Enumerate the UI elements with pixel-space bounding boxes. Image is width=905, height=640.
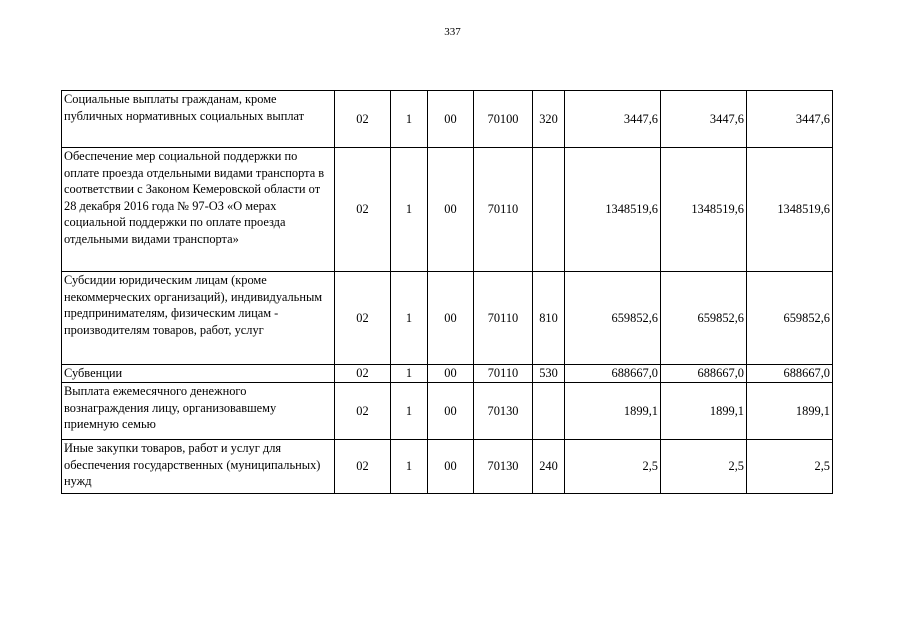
row-description: Субвенции — [62, 365, 335, 383]
subsection-code: 1 — [391, 440, 428, 494]
subsection-code: 1 — [391, 383, 428, 440]
target-code: 70110 — [474, 148, 533, 272]
table-row — [62, 148, 833, 272]
amount-3: 3447,6 — [747, 91, 833, 148]
amount-1: 659852,6 — [565, 272, 661, 365]
amount-2: 1348519,6 — [661, 148, 747, 272]
expense-type-code — [533, 383, 565, 440]
page-number: 337 — [444, 26, 461, 38]
amount-3: 1348519,6 — [747, 148, 833, 272]
table-row — [62, 365, 833, 383]
table-row — [62, 383, 833, 440]
amount-1: 3447,6 — [565, 91, 661, 148]
section-code: 02 — [335, 272, 391, 365]
amount-2: 688667,0 — [661, 365, 747, 383]
amount-2: 3447,6 — [661, 91, 747, 148]
expense-type-code: 320 — [533, 91, 565, 148]
amount-3: 1899,1 — [747, 383, 833, 440]
amount-3: 688667,0 — [747, 365, 833, 383]
section-code: 02 — [335, 91, 391, 148]
section-code: 02 — [335, 148, 391, 272]
subsection-code: 1 — [391, 91, 428, 148]
row-description: Обеспечение мер социальной поддержки по оплате проезда отдельными видами транспорта в соответствии с Законом Кемеровской области от 28 декабря 2016 года № 97-ОЗ «О мерах социальной поддержки по оплате проезда отдельными видами транспорта» — [62, 148, 335, 272]
expense-type-code: 810 — [533, 272, 565, 365]
group-code: 00 — [428, 272, 474, 365]
section-code: 02 — [335, 383, 391, 440]
row-description: Субсидии юридическим лицам (кроме некоммерческих организаций), индивидуальным предпринимателям, физическим лицам - производителям товаров, работ, услуг — [62, 272, 335, 365]
amount-2: 1899,1 — [661, 383, 747, 440]
subsection-code: 1 — [391, 365, 428, 383]
budget-table — [61, 90, 833, 494]
table-row — [62, 272, 833, 365]
target-code: 70130 — [474, 440, 533, 494]
row-description: Социальные выплаты гражданам, кроме публичных нормативных социальных выплат — [62, 91, 335, 148]
section-code: 02 — [335, 365, 391, 383]
subsection-code: 1 — [391, 148, 428, 272]
group-code: 00 — [428, 365, 474, 383]
target-code: 70110 — [474, 365, 533, 383]
expense-type-code — [533, 148, 565, 272]
section-code: 02 — [335, 440, 391, 494]
amount-2: 2,5 — [661, 440, 747, 494]
group-code: 00 — [428, 148, 474, 272]
amount-1: 1348519,6 — [565, 148, 661, 272]
table-row — [62, 91, 833, 148]
amount-1: 688667,0 — [565, 365, 661, 383]
amount-3: 2,5 — [747, 440, 833, 494]
target-code: 70110 — [474, 272, 533, 365]
group-code: 00 — [428, 440, 474, 494]
group-code: 00 — [428, 91, 474, 148]
target-code: 70100 — [474, 91, 533, 148]
subsection-code: 1 — [391, 272, 428, 365]
row-description: Иные закупки товаров, работ и услуг для обеспечения государственных (муниципальных) нужд — [62, 440, 335, 494]
amount-1: 2,5 — [565, 440, 661, 494]
amount-2: 659852,6 — [661, 272, 747, 365]
amount-1: 1899,1 — [565, 383, 661, 440]
amount-3: 659852,6 — [747, 272, 833, 365]
row-description: Выплата ежемесячного денежного вознаграждения лицу, организовавшему приемную семью — [62, 383, 335, 440]
table-row — [62, 440, 833, 494]
group-code: 00 — [428, 383, 474, 440]
expense-type-code: 240 — [533, 440, 565, 494]
table-body — [62, 91, 833, 494]
target-code: 70130 — [474, 383, 533, 440]
expense-type-code: 530 — [533, 365, 565, 383]
